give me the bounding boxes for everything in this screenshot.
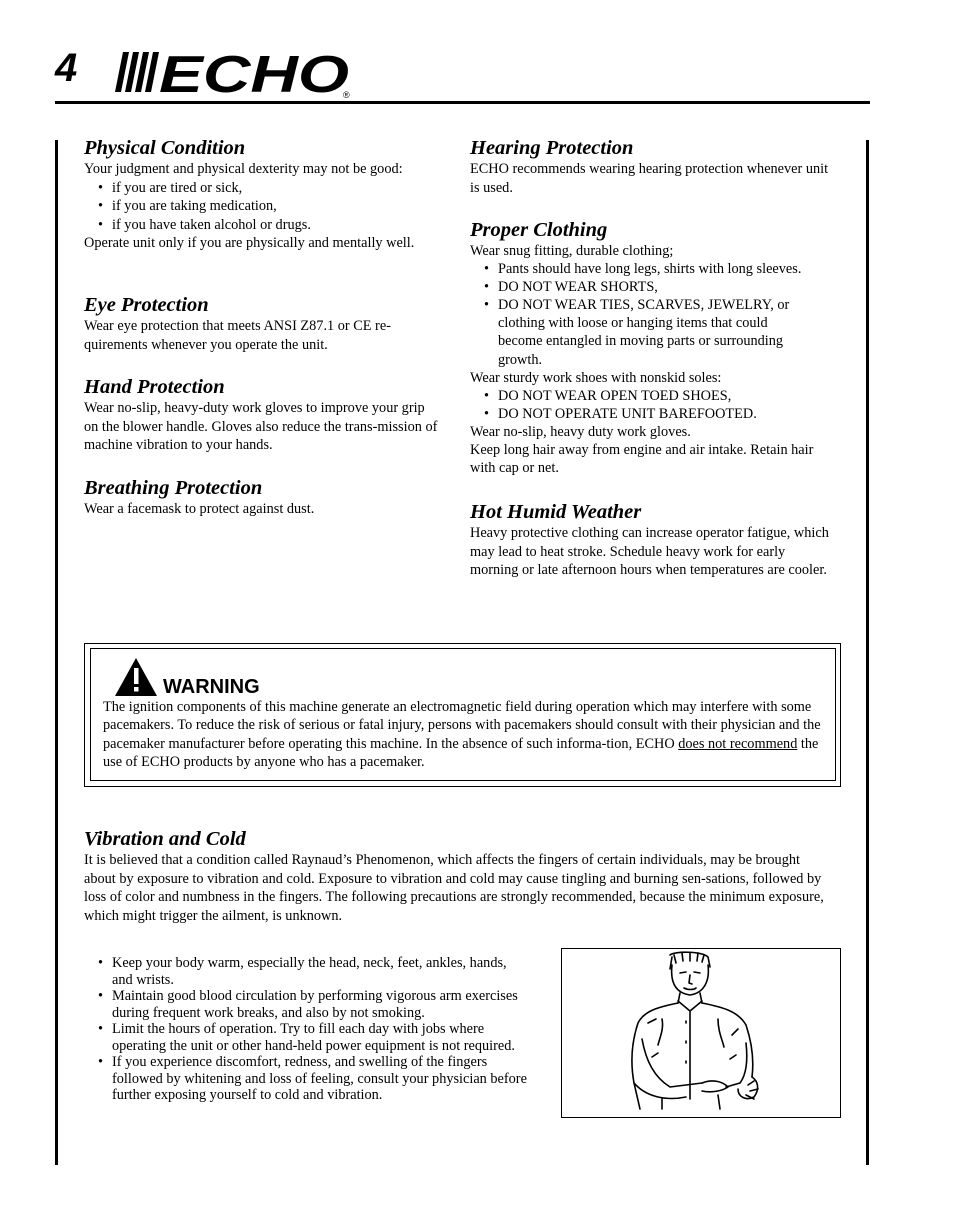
vibration-cold-section — [84, 827, 829, 925]
right-margin-rule — [866, 140, 869, 1165]
section-title: Vibration and Cold — [84, 828, 246, 850]
list-item: • DO NOT WEAR SHORTS, — [470, 278, 840, 296]
list-item: • DO NOT WEAR OPEN TOED SHOES, — [470, 387, 840, 405]
list-item: • Limit the hours of operation. Try to fill each day with jobs where operating the unit or other hand-held power equipment is not required. — [84, 1021, 529, 1054]
list-item: • if you are taking medication, — [84, 197, 439, 216]
breathing-protection-section — [84, 476, 439, 519]
bullet-list — [470, 260, 840, 369]
vibration-bullet-list — [84, 955, 529, 1104]
hand-protection-section — [84, 375, 439, 455]
section-text: Wear no-slip, heavy-duty work gloves to improve your grip on the blower handle. Gloves also reduce the trans-mission of machine vibration to your hands. — [84, 400, 438, 454]
section-title: Eye Protection — [84, 294, 209, 316]
warning-text-part: The ignition components of this machine generate an electromagnetic field during operation which may interfere with some pacemakers. To reduce the risk of serious or fatal injury, persons with pacemakers should consult with their physician and the pacemaker manufacturer before operating this machine. In the absence of such informa-tion, ECHO — [103, 699, 821, 752]
section-title: Proper Clothing — [470, 219, 608, 241]
section-text: Operate unit only if you are physically and mentally well. — [84, 235, 415, 252]
warning-emphasis: does not recommend — [678, 735, 798, 752]
section-title: Breathing Protection — [84, 477, 263, 499]
section-text: Keep long hair away from engine and air intake. Retain hair with cap or net. — [470, 442, 814, 477]
svg-text:ECHO: ECHO — [159, 46, 349, 100]
list-item: • if you have taken alcohol or drugs. — [84, 216, 439, 235]
section-title: Hot Humid Weather — [470, 501, 642, 523]
section-text: ECHO recommends wearing hearing protection whenever unit is used. — [470, 161, 829, 196]
list-item: • Maintain good blood circulation by performing vigorous arm exercises during frequent work breaks, and also by not smoking. — [84, 988, 529, 1021]
illustration-frame — [561, 948, 841, 1118]
section-title: Physical Condition — [84, 137, 246, 159]
section-title: Hand Protection — [84, 376, 225, 398]
section-text: Wear snug fitting, durable clothing; — [470, 243, 674, 259]
list-item: • if you are tired or sick, — [84, 179, 439, 198]
section-text: Your judgment and physical dexterity may not be good: — [84, 161, 403, 177]
section-text: Wear eye protection that meets ANSI Z87.1 or CE re-quirements whenever you operate the unit. — [84, 318, 391, 353]
echo-logo — [113, 46, 358, 100]
list-item: • Pants should have long legs, shirts with long sleeves. — [470, 260, 840, 278]
man-rubbing-hands-illustration — [562, 949, 840, 1117]
left-margin-rule — [55, 140, 58, 1165]
list-item: • If you experience discomfort, redness, and swelling of the fingers followed by whitening and loss of feeling, consult your physician before further exposing yourself to cold and vibration. — [84, 1054, 529, 1104]
list-item: • DO NOT OPERATE UNIT BAREFOOTED. — [470, 405, 840, 423]
section-text: Wear sturdy work shoes with nonskid soles: — [470, 369, 722, 386]
warning-title: WARNING — [163, 676, 260, 698]
section-title: Hearing Protection — [470, 137, 634, 159]
warning-triangle-icon — [114, 657, 158, 697]
section-text: It is believed that a condition called Raynaud’s Phenomenon, which affects the fingers of certain individuals, may be brought about by exposure to vibration and cold. Exposure to vibration and cold may cause tingling and burning sen-sations, followed by loss of color and numbness in the fingers. The following precautions are strongly recommended, because the minimum exposure, which might trigger the ailment, is unknown. — [84, 852, 824, 924]
svg-text:®: ® — [343, 90, 350, 100]
list-item: • DO NOT WEAR TIES, SCARVES, JEWELRY, or clothing with loose or hanging items that could become entangled in moving parts or surrounding growth. — [470, 296, 808, 368]
hearing-protection-section — [470, 136, 840, 197]
proper-clothing-section — [470, 218, 840, 477]
section-text: Wear a facemask to protect against dust. — [84, 501, 315, 517]
warning-text-part: the use of ECHO products by anyone who has a pacemaker. — [103, 735, 819, 770]
eye-protection-section — [84, 293, 439, 354]
hot-humid-weather-section — [470, 500, 835, 580]
bullet-list — [84, 179, 439, 235]
bullet-list — [470, 387, 840, 423]
warning-text — [103, 698, 821, 771]
list-item: • Keep your body warm, especially the head, neck, feet, ankles, hands, and wrists. — [84, 955, 529, 988]
header-rule — [55, 101, 870, 104]
page-number: 4 — [55, 46, 78, 90]
physical-condition-section — [84, 136, 439, 253]
section-text: Wear no-slip, heavy duty work gloves. — [470, 423, 691, 440]
section-text: Heavy protective clothing can increase operator fatigue, which may lead to heat stroke. Schedule heavy work for early morning or late afternoon hours when temperatures are cooler. — [470, 525, 829, 579]
